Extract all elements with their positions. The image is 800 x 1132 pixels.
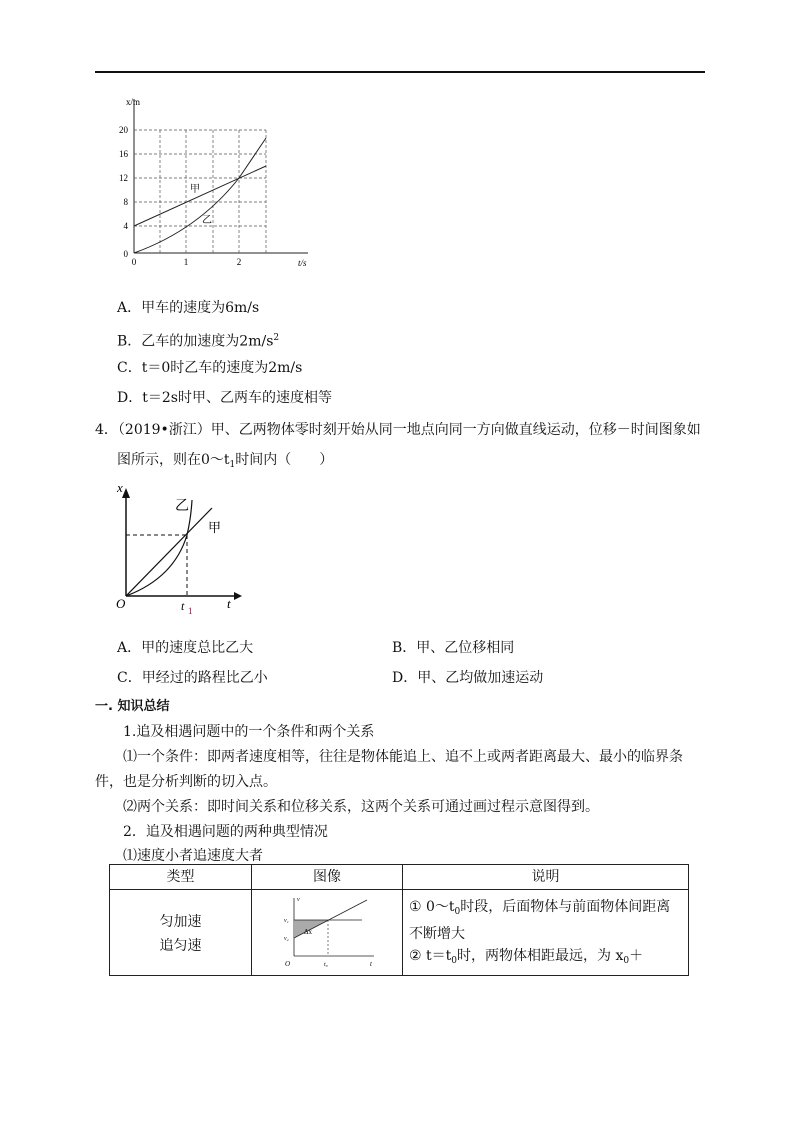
svg-text:12: 12 — [119, 173, 128, 183]
summary-p2a: ⑴一个条件：即两者速度相等，往往是物体能追上、追不上或两者距离最大、最小的临界条 — [123, 749, 683, 765]
summary-p5: ⑴速度小者追速度大者 — [123, 848, 263, 864]
q3-label-yi: 乙 — [202, 215, 212, 226]
svg-text:16: 16 — [119, 149, 128, 159]
svg-text:v: v — [297, 897, 300, 903]
q4-xt-graph — [112, 478, 247, 618]
q4-t1-label: t — [181, 599, 185, 613]
summary-heading: 一. 知识总结 — [95, 699, 170, 714]
chase-table — [109, 864, 689, 976]
svg-text:8: 8 — [123, 197, 128, 207]
svg-text:O: O — [285, 960, 291, 968]
svg-text:v₂: v₂ — [284, 936, 289, 942]
q3-option-c: C．t＝0时乙车的速度为2m/s — [117, 360, 303, 376]
summary-p4: 2．追及相遇问题的两种典型情况 — [123, 824, 328, 840]
summary-p1: 1.追及相遇问题中的一个条件和两个关系 — [123, 724, 375, 740]
q3-x-ticks — [132, 257, 242, 267]
q3-x-label: t/s — [298, 258, 307, 268]
svg-text:2: 2 — [236, 257, 242, 267]
header-rule — [95, 71, 705, 73]
table-row — [110, 890, 689, 976]
table-header-graph: 图像 — [252, 865, 403, 890]
svg-text:4: 4 — [123, 221, 128, 231]
table-cell-desc: ① $0\sim t_0$时段，后面物体与前面物体间距离 不断增大 ② $t=t_0$时，两物体相距最远，为 $x_0+$ — [403, 890, 689, 976]
q3-option-a: A．甲车的速度为6m/s — [117, 300, 260, 316]
svg-text:t: t — [370, 960, 372, 968]
q3-option-b: B．乙车的加速度为$2m/s^2$ — [117, 333, 280, 350]
q4-option-b: B．甲、乙位移相同 — [392, 640, 515, 656]
svg-text:1: 1 — [183, 257, 189, 267]
q4-x-label: x — [117, 480, 123, 495]
svg-text:Δx: Δx — [304, 928, 313, 936]
q4-label-yi: 乙 — [175, 499, 189, 514]
svg-text:0: 0 — [131, 257, 137, 267]
table-cell-type: 匀加速 追匀速 — [110, 890, 252, 976]
q3-grid — [134, 130, 266, 253]
q4-stem-line2: 图所示，则在$0\sim t_1$时间内（ ） — [117, 452, 334, 470]
q4-t-label: t — [227, 596, 231, 611]
vt-graph — [252, 890, 402, 970]
q4-line-jia — [126, 508, 212, 596]
q3-label-jia: 甲 — [190, 184, 200, 195]
table-cell-graph — [252, 890, 403, 976]
table-header-type: 类型 — [110, 865, 252, 890]
q4-stem-line1: 4．（2019•浙江）甲、乙两物体零时刻开始从同一地点向同一方向做直线运动，位移－时间图象如 — [95, 422, 701, 438]
svg-text:20: 20 — [119, 125, 128, 135]
q3-xt-graph — [118, 95, 318, 270]
svg-text:v₁: v₁ — [284, 918, 289, 924]
svg-text:0: 0 — [123, 249, 128, 259]
table-header-desc: 说明 — [403, 865, 689, 890]
summary-p3: ⑵两个关系：即时间关系和位移关系，这两个关系可通过画过程示意图得到。 — [123, 799, 599, 815]
q3-y-ticks — [119, 125, 129, 259]
q4-option-c: C．甲经过的路程比乙小 — [117, 670, 268, 686]
q4-curve-yi — [126, 500, 192, 596]
q4-label-jia: 甲 — [208, 520, 222, 535]
q4-option-a: A．甲的速度总比乙大 — [117, 640, 254, 656]
q3-y-label: x/m — [126, 97, 141, 107]
summary-p2b: 件，也是分析判断的切入点。 — [95, 774, 277, 790]
q3-option-d: D．t＝2s时甲、乙两车的速度相等 — [117, 390, 332, 406]
svg-text:1: 1 — [188, 606, 193, 616]
q4-origin: O — [116, 596, 126, 611]
svg-text:t₀: t₀ — [324, 962, 328, 968]
q4-option-d: D．甲、乙均做加速运动 — [392, 670, 544, 686]
